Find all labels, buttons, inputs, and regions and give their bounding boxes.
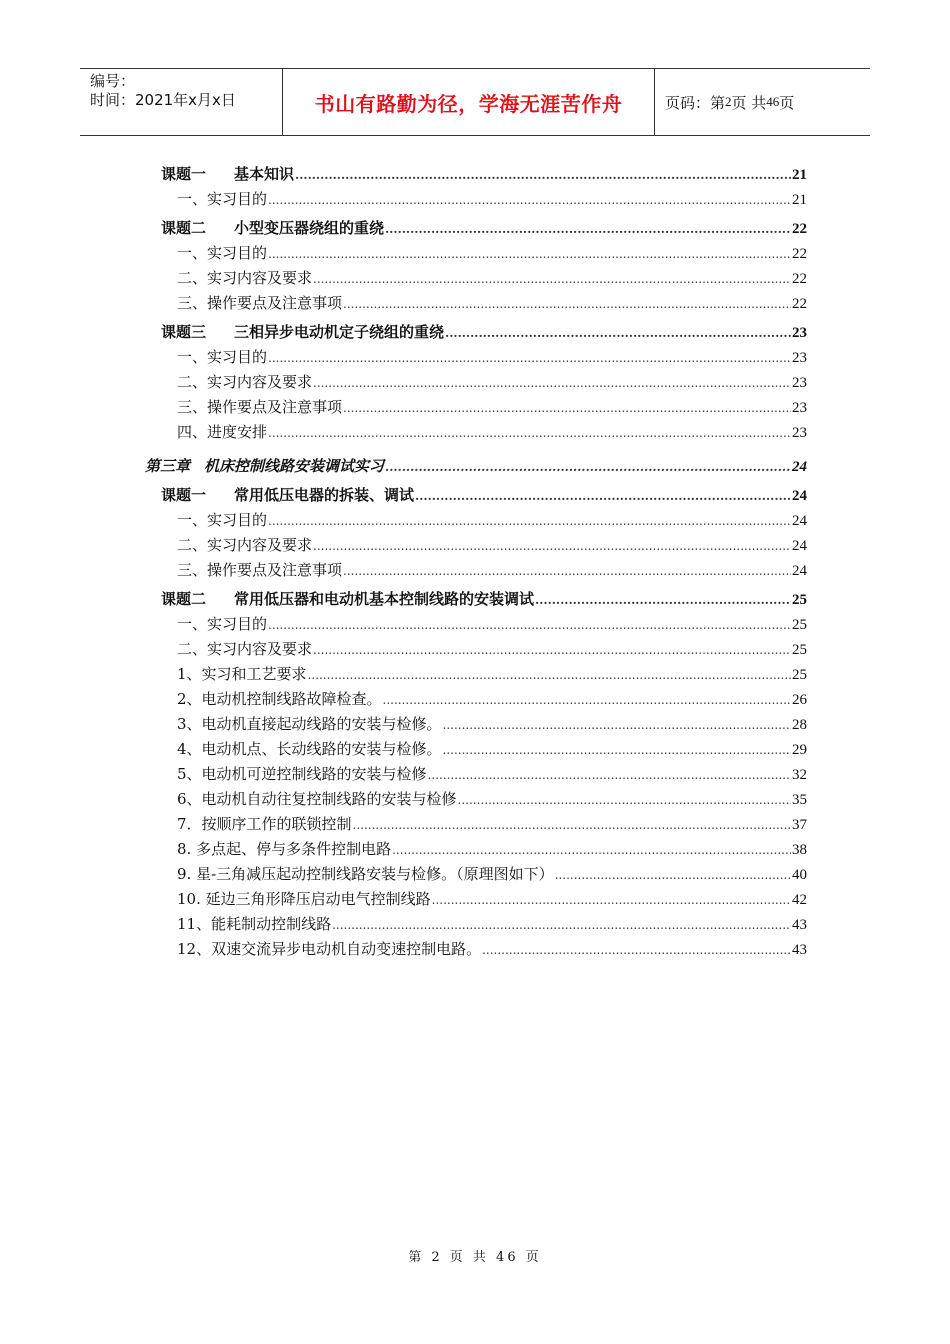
toc-entry-title xyxy=(161,587,534,612)
toc-entry[interactable] xyxy=(145,533,807,558)
toc-entry-text: 7．按顺序工作的联锁控制 xyxy=(177,815,352,833)
toc-entry[interactable] xyxy=(145,370,807,395)
dot-leader xyxy=(313,371,791,396)
dot-leader xyxy=(343,292,791,317)
toc-entry-title xyxy=(177,712,442,737)
toc-page-number: 35 xyxy=(792,792,807,808)
toc-entry-title xyxy=(161,483,414,508)
toc-entry[interactable] xyxy=(145,812,807,837)
toc-entry-title xyxy=(161,320,444,345)
toc-entry-title xyxy=(177,533,312,558)
toc-entry-title xyxy=(177,937,481,962)
toc-entry-title xyxy=(177,662,307,687)
dot-leader xyxy=(268,509,791,534)
toc-page-number: 23 xyxy=(792,425,807,441)
toc-entry-number: 课题三 xyxy=(161,323,207,341)
page-mid: 页 共 xyxy=(731,93,767,112)
toc-entry-title xyxy=(177,737,442,762)
toc-page-number: 28 xyxy=(792,717,807,733)
toc-entry[interactable] xyxy=(145,637,807,662)
dot-leader xyxy=(313,638,791,663)
page-header xyxy=(80,68,870,136)
toc-page-number: 24 xyxy=(792,459,807,475)
page-total: 46 xyxy=(766,94,780,109)
dot-leader xyxy=(268,242,791,267)
toc-page-number: 29 xyxy=(792,742,807,758)
toc-entry-text: 一、实习目的 xyxy=(177,348,268,366)
page-suffix: 页 xyxy=(779,93,795,112)
toc-entry-title xyxy=(177,612,267,637)
toc-page-number: 24 xyxy=(792,513,807,529)
toc-entry-title xyxy=(177,345,267,370)
toc-entry-title xyxy=(145,453,384,479)
dot-leader xyxy=(343,559,791,584)
toc-chapter[interactable] xyxy=(145,453,807,479)
toc-entry-number: 第三章 xyxy=(145,457,191,475)
toc-entry[interactable] xyxy=(145,862,807,887)
toc-entry-text: 三、操作要点及注意事项 xyxy=(177,398,343,416)
toc-entry-text: 二、实习内容及要求 xyxy=(177,640,313,658)
toc-entry[interactable] xyxy=(145,291,807,316)
dot-leader xyxy=(308,663,791,688)
toc-page-number: 24 xyxy=(792,488,807,504)
toc-entry-text: 1、实习和工艺要求 xyxy=(177,665,307,683)
toc-entry[interactable] xyxy=(145,912,807,937)
toc-entry-text: 四、进度安排 xyxy=(177,423,268,441)
toc-entry[interactable] xyxy=(145,662,807,687)
toc-page-number: 25 xyxy=(792,617,807,633)
toc-page-number: 25 xyxy=(792,642,807,658)
toc-entry-title xyxy=(177,787,457,812)
dot-leader xyxy=(353,813,791,838)
dot-leader xyxy=(268,346,791,371)
dot-leader xyxy=(482,938,791,963)
dot-leader xyxy=(428,763,791,788)
toc-page-number: 21 xyxy=(792,167,807,183)
toc-entry[interactable] xyxy=(145,612,807,637)
toc-entry[interactable] xyxy=(145,887,807,912)
toc-page-number: 23 xyxy=(792,325,807,341)
toc-topic[interactable] xyxy=(145,587,807,612)
dot-leader xyxy=(443,713,791,738)
toc-page-number: 24 xyxy=(792,563,807,579)
toc-topic[interactable] xyxy=(145,483,807,508)
toc-entry[interactable] xyxy=(145,241,807,266)
dot-leader xyxy=(385,217,791,242)
page-footer: 第 2 页 共 46 页 xyxy=(408,1250,542,1265)
dot-leader xyxy=(383,688,791,713)
dot-leader xyxy=(313,267,791,292)
toc-entry[interactable] xyxy=(145,937,807,962)
header-motto-cell xyxy=(282,69,655,135)
toc-entry[interactable] xyxy=(145,420,807,445)
toc-entry-title xyxy=(177,370,312,395)
toc-entry[interactable] xyxy=(145,508,807,533)
toc-page-number: 32 xyxy=(792,767,807,783)
toc-entry-title xyxy=(177,420,267,445)
toc-topic[interactable] xyxy=(145,162,807,187)
toc-entry-title xyxy=(161,162,294,187)
toc-entry-title xyxy=(177,558,342,583)
toc-page-number: 25 xyxy=(792,592,807,608)
dot-leader xyxy=(535,588,791,613)
toc-page-number: 22 xyxy=(792,296,807,312)
dot-leader xyxy=(295,163,791,188)
toc-page-number: 26 xyxy=(792,692,807,708)
toc-entry-title xyxy=(177,687,382,712)
dot-leader xyxy=(555,863,791,888)
toc-entry-text: 一、实习目的 xyxy=(177,615,268,633)
toc-entry-text: 三、操作要点及注意事项 xyxy=(177,294,343,312)
toc-entry-number: 课题一 xyxy=(161,486,207,504)
toc-entry[interactable] xyxy=(145,395,807,420)
toc-page-number: 40 xyxy=(792,867,807,883)
toc-entry[interactable] xyxy=(145,687,807,712)
dot-leader xyxy=(432,888,791,913)
toc-entry-text: 二、实习内容及要求 xyxy=(177,373,313,391)
table-of-contents xyxy=(145,158,807,962)
toc-entry-text: 常用低压器和电动机基本控制线路的安装调试 xyxy=(234,590,535,608)
toc-entry-title xyxy=(177,508,267,533)
number-label: 编号： xyxy=(90,72,136,90)
toc-entry-title xyxy=(177,837,391,862)
toc-entry-title xyxy=(177,637,312,662)
toc-entry-text: 基本知识 xyxy=(234,165,295,183)
toc-page-number: 23 xyxy=(792,400,807,416)
toc-entry-title xyxy=(177,187,267,212)
page-current: 2 xyxy=(725,94,732,109)
toc-entry[interactable] xyxy=(145,837,807,862)
toc-entry-text: 5、电动机可逆控制线路的安装与检修 xyxy=(177,765,427,783)
dot-leader xyxy=(445,321,791,346)
dot-leader xyxy=(268,421,791,446)
toc-page-number: 38 xyxy=(792,842,807,858)
toc-entry-text: 常用低压电器的拆装、调试 xyxy=(234,486,415,504)
toc-page-number: 37 xyxy=(792,817,807,833)
toc-page-number: 22 xyxy=(792,221,807,237)
toc-entry-title xyxy=(177,266,312,291)
header-page-info xyxy=(655,69,870,135)
toc-page-number: 21 xyxy=(792,192,807,208)
toc-entry-text: 二、实习内容及要求 xyxy=(177,269,313,287)
toc-entry[interactable] xyxy=(145,712,807,737)
toc-page-number: 42 xyxy=(792,892,807,908)
dot-leader xyxy=(385,454,791,480)
toc-entry[interactable] xyxy=(145,737,807,762)
toc-entry-text: 8. 多点起、停与多条件控制电路 xyxy=(177,840,392,858)
dot-leader xyxy=(343,396,791,421)
dot-leader xyxy=(332,913,791,938)
toc-page-number: 23 xyxy=(792,375,807,391)
toc-page-number: 43 xyxy=(792,942,807,958)
toc-entry[interactable] xyxy=(145,762,807,787)
toc-page-number: 22 xyxy=(792,246,807,262)
toc-entry-number: 课题一 xyxy=(161,165,207,183)
toc-entry[interactable] xyxy=(145,787,807,812)
toc-page-number: 24 xyxy=(792,538,807,554)
dot-leader xyxy=(268,188,791,213)
toc-page-number: 43 xyxy=(792,917,807,933)
toc-entry-number: 课题二 xyxy=(161,219,207,237)
dot-leader xyxy=(415,484,791,509)
toc-page-number: 22 xyxy=(792,271,807,287)
toc-entry-text: 三相异步电动机定子绕组的重绕 xyxy=(234,323,445,341)
toc-entry[interactable] xyxy=(145,266,807,291)
dot-leader xyxy=(392,838,791,863)
toc-entry-title xyxy=(177,241,267,266)
header-info xyxy=(80,69,282,135)
toc-entry-title xyxy=(177,887,431,912)
toc-entry-number: 课题二 xyxy=(161,590,207,608)
toc-entry-text: 机床控制线路安装调试实习 xyxy=(204,457,385,475)
toc-entry-text: 2、电动机控制线路故障检查。 xyxy=(177,690,382,708)
toc-entry-title xyxy=(177,862,554,887)
toc-entry-text: 4、电动机点、长动线路的安装与检修。 xyxy=(177,740,442,758)
dot-leader xyxy=(458,788,791,813)
toc-entry-text: 12、双速交流异步电动机自动变速控制电路。 xyxy=(177,940,482,958)
toc-entry-title xyxy=(161,216,384,241)
page-prefix: 页码：第 xyxy=(665,93,726,112)
toc-entry-text: 9. 星-三角减压起动控制线路安装与检修。（原理图如下） xyxy=(177,865,554,883)
toc-entry-title xyxy=(177,291,342,316)
toc-page-number: 25 xyxy=(792,667,807,683)
toc-topic[interactable] xyxy=(145,320,807,345)
toc-entry-text: 小型变压器绕组的重绕 xyxy=(234,219,385,237)
toc-entry-text: 一、实习目的 xyxy=(177,190,268,208)
toc-entry-title xyxy=(177,812,352,837)
time-label: 时间：2021年x月x日 xyxy=(90,91,236,109)
toc-topic[interactable] xyxy=(145,216,807,241)
toc-entry[interactable] xyxy=(145,558,807,583)
header-motto: 书山有路勤为径，学海无涯苦作舟 xyxy=(314,91,623,116)
toc-entry-text: 一、实习目的 xyxy=(177,511,268,529)
dot-leader xyxy=(443,738,791,763)
dot-leader xyxy=(313,534,791,559)
dot-leader xyxy=(268,613,791,638)
toc-entry-text: 二、实习内容及要求 xyxy=(177,536,313,554)
toc-entry-title xyxy=(177,395,342,420)
toc-entry-title xyxy=(177,912,331,937)
toc-entry-title xyxy=(177,762,427,787)
toc-page-number: 23 xyxy=(792,350,807,366)
toc-entry-text: 三、操作要点及注意事项 xyxy=(177,561,343,579)
toc-entry[interactable] xyxy=(145,187,807,212)
toc-entry[interactable] xyxy=(145,345,807,370)
toc-entry-text: 11、能耗制动控制线路 xyxy=(177,915,332,933)
toc-entry-text: 3、电动机直接起动线路的安装与检修。 xyxy=(177,715,442,733)
toc-entry-text: 一、实习目的 xyxy=(177,244,268,262)
toc-entry-text: 6、电动机自动往复控制线路的安装与检修 xyxy=(177,790,457,808)
toc-entry-text: 10. 延边三角形降压启动电气控制线路 xyxy=(177,890,431,908)
